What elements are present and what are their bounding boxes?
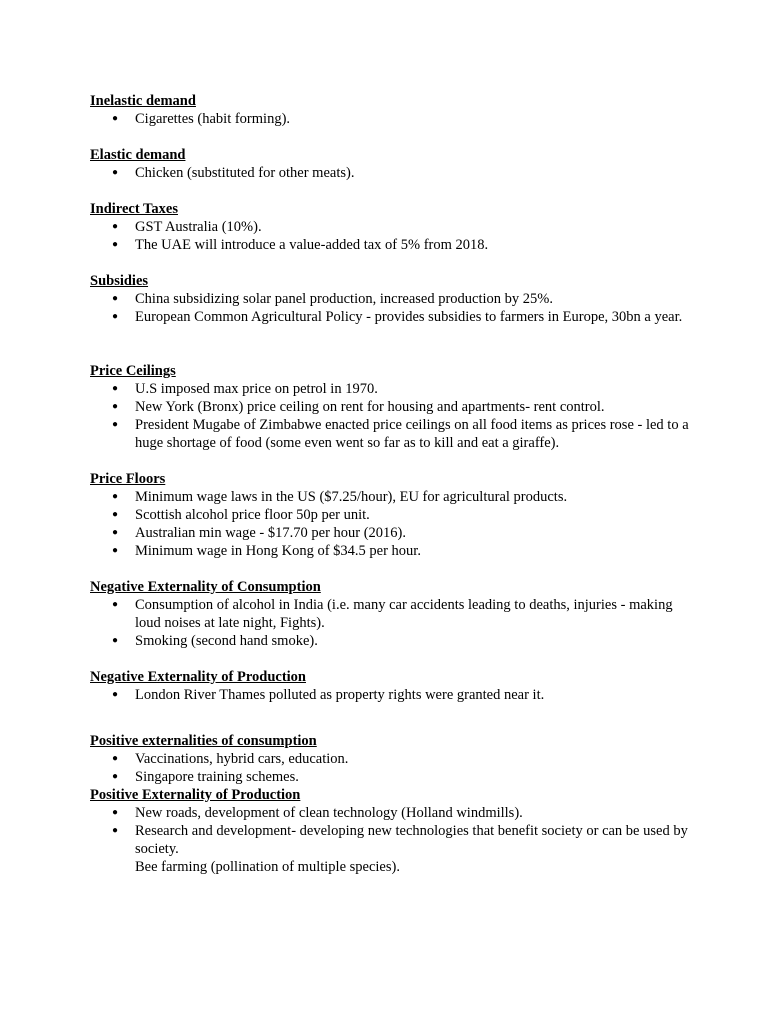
bullet-icon: ● <box>112 599 119 610</box>
list-item <box>90 632 690 650</box>
bullet-list <box>90 218 690 254</box>
bullet-icon: ● <box>112 167 119 178</box>
bullet-icon: ● <box>112 293 119 304</box>
list-item-text: U.S imposed max price on petrol in 1970. <box>135 381 378 397</box>
list-item-text: European Common Agricultural Policy - provides subsidies to farmers in Europe, 30bn a year. <box>135 309 683 325</box>
bullet-list <box>90 164 690 182</box>
bullet-icon: ● <box>112 401 119 412</box>
continuation-text: Bee farming (pollination of multiple species). <box>135 859 400 875</box>
bullet-icon: ● <box>112 383 119 394</box>
section-indirect-taxes <box>90 200 690 254</box>
list-item-text: New roads, development of clean technology (Holland windmills). <box>135 805 523 821</box>
list-item <box>90 380 690 398</box>
section-heading: Positive externalities of consumption <box>90 733 317 749</box>
list-item <box>90 686 690 704</box>
bullet-icon: ● <box>112 807 119 818</box>
list-item <box>90 236 690 254</box>
list-item-text: Vaccinations, hybrid cars, education. <box>135 751 349 767</box>
section-heading: Negative Externality of Consumption <box>90 579 321 595</box>
bullet-icon: ● <box>112 239 119 250</box>
section-positive-externality-production <box>90 786 690 876</box>
list-item <box>90 768 690 786</box>
bullet-icon: ● <box>112 491 119 502</box>
section-heading: Inelastic demand <box>90 93 196 109</box>
list-item <box>90 164 690 182</box>
bullet-icon: ● <box>112 311 119 322</box>
bullet-list <box>90 488 690 560</box>
list-item <box>90 308 690 326</box>
list-item-text: China subsidizing solar panel production, increased production by 25%. <box>135 291 553 307</box>
section-heading: Price Floors <box>90 471 166 487</box>
list-item-text: New York (Bronx) price ceiling on rent for housing and apartments- rent control. <box>135 399 605 415</box>
list-item <box>90 822 690 858</box>
list-item <box>90 488 690 506</box>
bullet-list <box>90 110 690 128</box>
bullet-list <box>90 596 690 650</box>
list-item <box>90 524 690 542</box>
bullet-icon: ● <box>112 753 119 764</box>
bullet-icon: ● <box>112 545 119 556</box>
list-item-text: London River Thames polluted as property rights were granted near it. <box>135 687 545 703</box>
bullet-icon: ● <box>112 527 119 538</box>
list-item-text: The UAE will introduce a value-added tax of 5% from 2018. <box>135 237 489 253</box>
bullet-list <box>90 804 690 858</box>
list-item-text: Research and development- developing new technologies that benefit society or can be used by society. <box>135 823 688 857</box>
section-elastic-demand <box>90 146 690 182</box>
list-item-text: Australian min wage - $17.70 per hour (2016). <box>135 525 407 541</box>
list-item <box>90 110 690 128</box>
section-heading: Negative Externality of Production <box>90 669 306 685</box>
section-heading: Indirect Taxes <box>90 201 178 217</box>
list-item <box>90 398 690 416</box>
bullet-icon: ● <box>112 635 119 646</box>
bullet-icon: ● <box>112 221 119 232</box>
list-item <box>90 218 690 236</box>
bullet-list <box>90 290 690 326</box>
list-item-text: Singapore training schemes. <box>135 769 299 785</box>
bullet-list <box>90 380 690 452</box>
list-item-text: Minimum wage in Hong Kong of $34.5 per hour. <box>135 543 421 559</box>
bullet-icon: ● <box>112 509 119 520</box>
section-price-floors <box>90 470 690 560</box>
bullet-icon: ● <box>112 771 119 782</box>
section-negative-externality-consumption <box>90 578 690 650</box>
section-inelastic-demand <box>90 92 690 128</box>
list-item-text: Chicken (substituted for other meats). <box>135 165 355 181</box>
list-item-text: Consumption of alcohol in India (i.e. many car accidents leading to deaths, injuries - making loud noises at late night, Fights). <box>135 597 673 631</box>
bullet-icon: ● <box>112 825 119 836</box>
bullet-list <box>90 686 690 704</box>
list-item <box>90 416 690 452</box>
list-item <box>90 804 690 822</box>
list-item-text: GST Australia (10%). <box>135 219 262 235</box>
list-item <box>90 542 690 560</box>
document-body <box>90 92 690 876</box>
list-item <box>90 596 690 632</box>
section-heading: Subsidies <box>90 273 149 289</box>
section-heading: Price Ceilings <box>90 363 176 379</box>
bullet-icon: ● <box>112 689 119 700</box>
list-item <box>90 290 690 308</box>
bullet-list <box>90 750 690 786</box>
list-item-text: President Mugabe of Zimbabwe enacted price ceilings on all food items as prices rose - led to a huge shortage of food (some even went so far as to kill and eat a giraffe). <box>135 417 689 451</box>
list-item-text: Scottish alcohol price floor 50p per unit. <box>135 507 370 523</box>
section-positive-externalities-consumption <box>90 732 690 786</box>
list-item-text: Minimum wage laws in the US ($7.25/hour), EU for agricultural products. <box>135 489 568 505</box>
section-price-ceilings <box>90 362 690 452</box>
section-subsidies <box>90 272 690 326</box>
list-item-text: Smoking (second hand smoke). <box>135 633 318 649</box>
section-heading: Positive Externality of Production <box>90 787 301 803</box>
bullet-icon: ● <box>112 419 119 430</box>
list-item <box>90 750 690 768</box>
section-negative-externality-production <box>90 668 690 704</box>
section-heading: Elastic demand <box>90 147 186 163</box>
bullet-icon: ● <box>112 113 119 124</box>
list-item-text: Cigarettes (habit forming). <box>135 111 291 127</box>
list-item <box>90 506 690 524</box>
